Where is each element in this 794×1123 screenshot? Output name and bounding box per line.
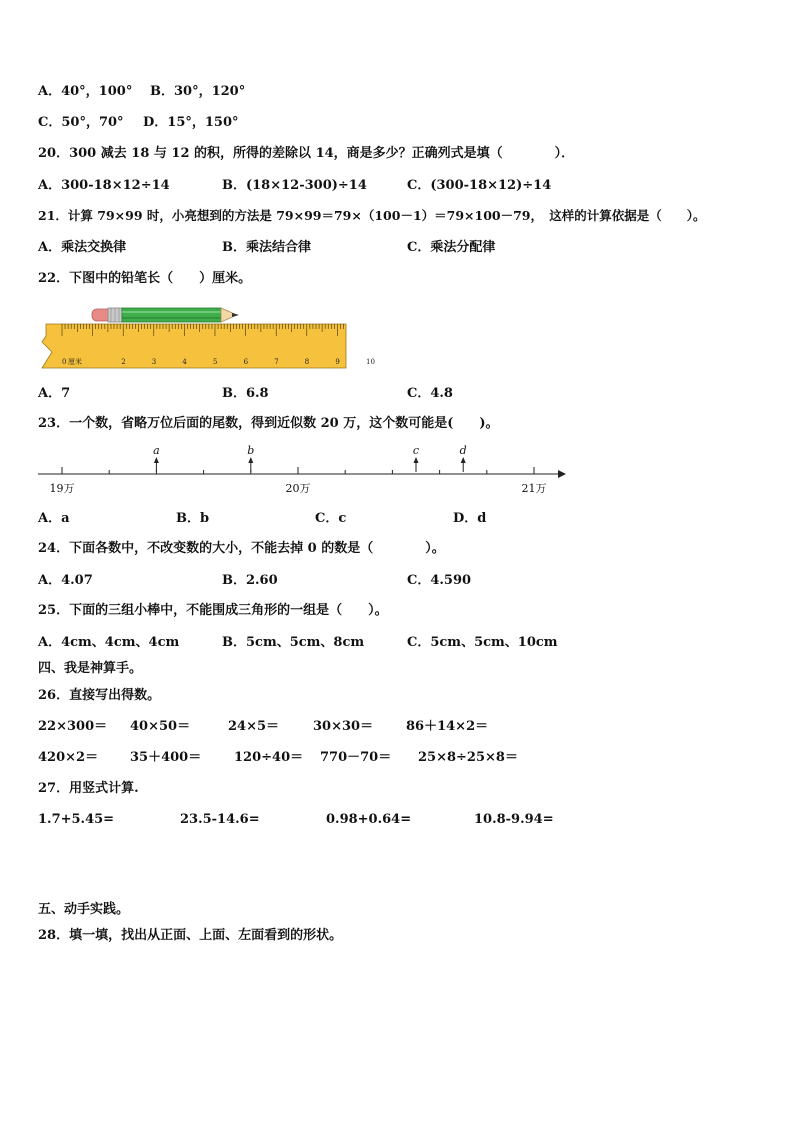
number-line-arrow-icon — [558, 470, 566, 478]
q27-item: 0.98+0.64= — [326, 812, 412, 827]
ruler-number: 4 — [182, 358, 187, 366]
pencil-ruler-figure — [38, 300, 375, 370]
q26-expr: 30×30＝ — [313, 719, 374, 734]
q27-stem: 27．用竖式计算. — [38, 781, 139, 796]
ruler-number: 10 — [366, 358, 375, 366]
number-line-point-label: a — [153, 444, 160, 457]
ruler-unit-label: 厘米 — [68, 358, 82, 366]
q23-option-d: D．d — [453, 511, 487, 526]
q24-option-a: A．4.07 — [38, 573, 93, 588]
ruler-zero: 0 — [62, 358, 67, 366]
q25-option-a: A．4cm、4cm、4cm — [38, 635, 180, 650]
q22-stem: 22．下图中的铅笔长（ ）厘米。 — [38, 271, 252, 286]
q22-option-b: B．6.8 — [222, 386, 269, 401]
q22-option-c: C．4.8 — [407, 386, 453, 401]
number-line-label: 21万 — [521, 482, 547, 495]
q26-expr: 420×2＝ — [38, 750, 99, 765]
q21-option-a: A．乘法交换律 — [38, 240, 127, 255]
q27-item: 1.7+5.45= — [38, 812, 115, 827]
q26-stem: 26．直接写出得数。 — [38, 688, 161, 703]
number-line-label: 19万 — [49, 482, 75, 495]
q26-expr: 86＋14×2＝ — [406, 719, 489, 734]
q21-stem: 21．计算 79×99 时，小亮想到的方法是 79×99＝79×（100－1）＝79×100－79， 这样的计算依据是（ ）。 — [38, 208, 706, 223]
section-5-title: 五、动手实践。 — [38, 902, 130, 917]
q22-option-a: A．7 — [38, 386, 71, 401]
q25-option-c: C．5cm、5cm、10cm — [407, 635, 558, 650]
q26-expr: 22×300＝ — [38, 719, 108, 734]
ruler-number: 5 — [213, 358, 218, 366]
q27-item: 10.8-9.94= — [474, 812, 554, 827]
q23-option-b: B．b — [176, 511, 210, 526]
q19-option-a: A．40°，100° — [38, 84, 133, 99]
q24-option-c: C．4.590 — [407, 573, 472, 588]
arrow-up-icon — [154, 457, 159, 463]
q20-option-a: A．300-18×12÷14 — [38, 178, 170, 193]
q25-option-b: B．5cm、5cm、8cm — [222, 635, 365, 650]
q26-expr: 35＋400＝ — [130, 750, 202, 765]
q20-option-c: C．(300-18×12)÷14 — [407, 178, 552, 193]
number-line-point-label: c — [412, 444, 420, 457]
q24-stem: 24．下面各数中，不改变数的大小，不能去掉 0 的数是（ ）。 — [38, 541, 445, 556]
arrow-up-icon — [461, 457, 466, 463]
q26-expr: 25×8÷25×8＝ — [418, 750, 518, 765]
q27-item: 23.5-14.6= — [180, 812, 260, 827]
q21-option-b: B．乘法结合律 — [222, 240, 311, 255]
q23-stem: 23．一个数，省略万位后面的尾数，得到近似数 20 万，这个数可能是( )。 — [38, 416, 499, 431]
q25-stem: 25．下面的三组小棒中，不能围成三角形的一组是（ ）。 — [38, 603, 388, 618]
section-4-title: 四、我是神算手。 — [38, 661, 143, 676]
arrow-up-icon — [248, 457, 253, 463]
q26-expr: 120÷40＝ — [234, 750, 304, 765]
ruler-number: 7 — [274, 358, 279, 366]
q26-expr: 40×50＝ — [130, 719, 191, 734]
q26-expr: 770－70＝ — [320, 750, 392, 765]
q21-option-c: C．乘法分配律 — [407, 240, 496, 255]
arrow-up-icon — [414, 457, 419, 463]
q24-option-b: B．2.60 — [222, 573, 278, 588]
q23-option-a: A．a — [38, 511, 70, 526]
q23-option-c: C．c — [315, 511, 347, 526]
ruler-number: 3 — [151, 358, 157, 366]
pencil-icon — [92, 308, 239, 322]
q28-stem: 28．填一填，找出从正面、上面、左面看到的形状。 — [38, 928, 343, 943]
number-line-point-label: b — [247, 444, 255, 457]
q20-option-b: B．(18×12-300)÷14 — [222, 178, 367, 193]
ruler-number: 9 — [335, 358, 340, 366]
ruler-number: 8 — [304, 358, 310, 366]
number-line-label: 20万 — [285, 482, 311, 495]
q26-expr: 24×5＝ — [228, 719, 280, 734]
q19-option-c: C．50°，70° — [38, 115, 124, 130]
q20-stem: 20．300 减去 18 与 12 的积，所得的差除以 14，商是多少？正确列式是填（ ）． — [38, 146, 575, 161]
ruler-number: 6 — [243, 358, 249, 366]
ruler — [42, 324, 375, 368]
number-line-point-label: d — [459, 444, 467, 457]
q19-option-b: B．30°，120° — [150, 84, 246, 99]
ruler-number: 2 — [121, 358, 126, 366]
number-line-figure — [34, 440, 570, 496]
q19-option-d: D．15°，150° — [143, 115, 239, 130]
